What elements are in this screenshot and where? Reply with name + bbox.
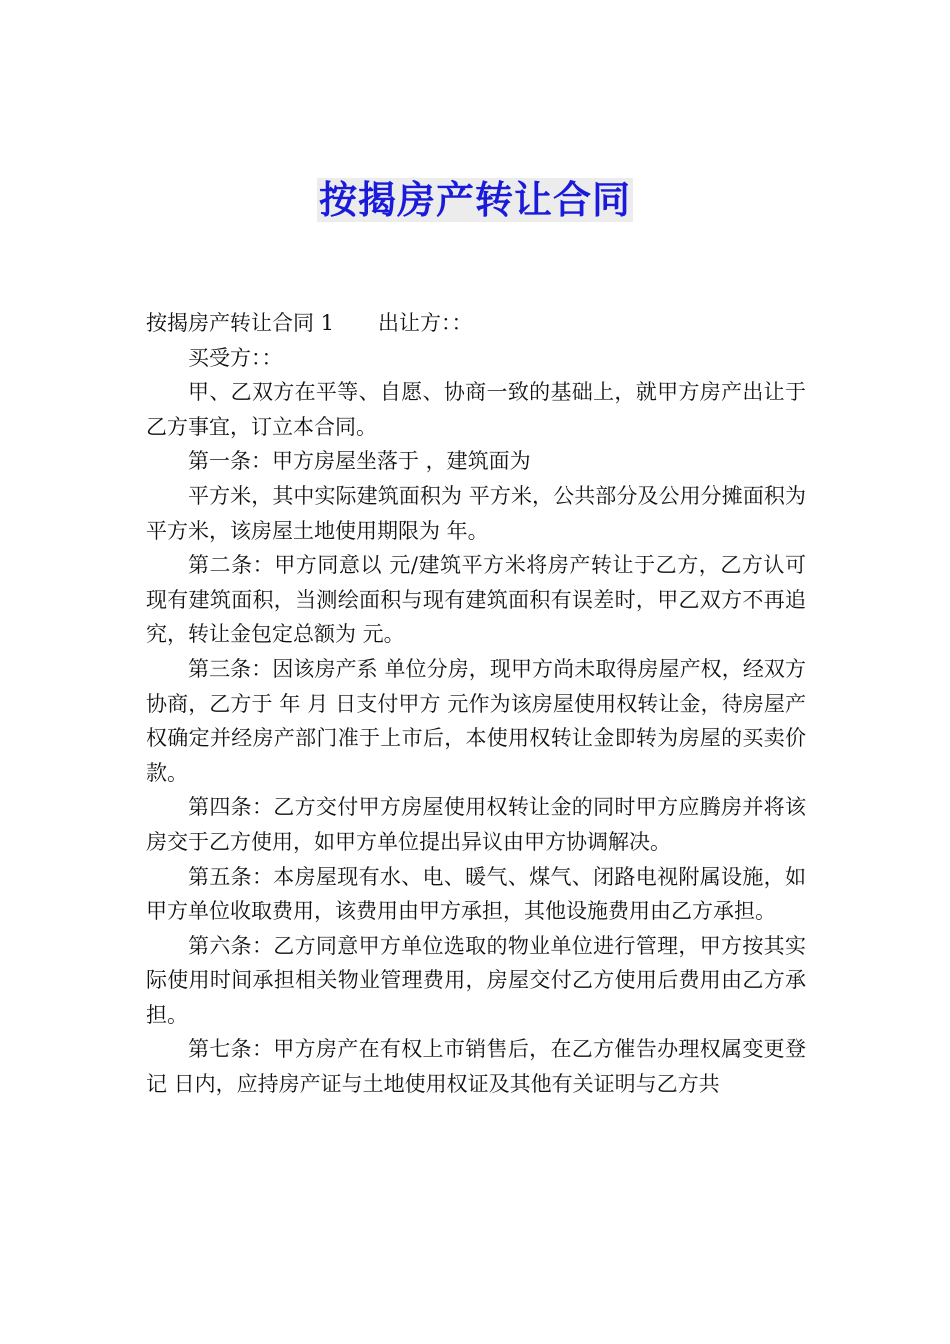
contract-number: 按揭房产转让合同 1 — [146, 311, 335, 335]
document-body — [146, 306, 806, 1102]
article-1-continuation: 平方米，其中实际建筑面积为 平方米，公共部分及公用分摊面积为 平方米，该房屋土地使用期限为 年。 — [146, 483, 806, 543]
article-5-paragraph: 第五条：本房屋现有水、电、暖气、煤气、闭路电视附属设施，如甲方单位收取费用，该费用由甲方承担，其他设施费用由乙方承担。 — [146, 864, 806, 924]
preamble-paragraph: 甲、乙双方在平等、自愿、协商一致的基础上，就甲方房产出让于乙方事宜，订立本合同。 — [146, 380, 806, 439]
article-7-paragraph: 第七条：甲方房产在有权上市销售后，在乙方催告办理权属变更登记 日内，应持房产证与土地使用权证及其他有关证明与乙方共 — [146, 1037, 806, 1097]
article-4-paragraph: 第四条：乙方交付甲方房屋使用权转让金的同时甲方应腾房并将该房交于乙方使用，如甲方单位提出异议由甲方协调解决。 — [146, 795, 806, 854]
article-6-paragraph: 第六条：乙方同意甲方单位选取的物业单位进行管理，甲方按其实际使用时间承担相关物业管理费用，房屋交付乙方使用后费用由乙方承担。 — [146, 933, 806, 1027]
heading-line — [146, 306, 806, 341]
article-1-paragraph: 第一条：甲方房屋坐落于 ，建筑面为 — [188, 449, 531, 474]
seller-label: 出让方：： — [378, 311, 473, 335]
article-2-paragraph: 第二条：甲方同意以 元/建筑平方米将房产转让于乙方，乙方认可现有建筑面积，当测绘面积与现有建筑面积有误差时，甲乙双方不再追究，转让金包定总额为 元。 — [146, 553, 806, 647]
document-title: 按揭房产转让合同 — [318, 178, 631, 222]
buyer-label: 买受方：： — [188, 345, 283, 370]
title-area — [0, 178, 950, 222]
article-3-paragraph: 第三条：因该房产系 单位分房，现甲方尚未取得房屋产权，经双方协商，乙方于 年 月 日支付甲方 元作为该房屋使用权转让金，待房屋产权确定并经房产部门准于上市后，本使用权转让金即转为房屋的买卖价款。 — [146, 656, 806, 785]
